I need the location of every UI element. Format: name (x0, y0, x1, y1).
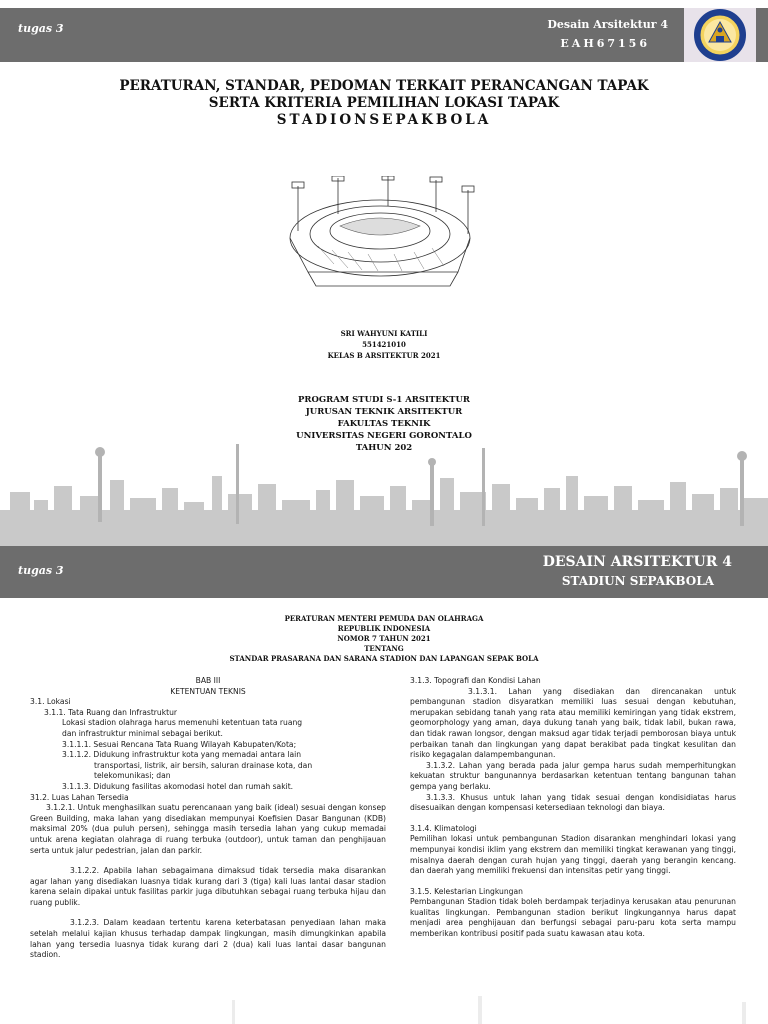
tugas-label: tugas 3 (18, 22, 64, 35)
paragraph-3-1-5: Pembangunan Stadion tidak boleh berdampak terjadinya kerusakan atau penurunan kualitas lingkungan. Pembangunan stadion berikut lingkungannya harus dapat menjadi area penghijauan dan berfungsi sebagai paru-paru kota serta mampu memberikan kontribusi positif pada suatu kawasan atau kota. (410, 897, 736, 939)
chapter-title: KETENTUAN TEKNIS (170, 686, 246, 696)
tugas-label-2: tugas 3 (18, 564, 64, 577)
paragraph-3-1-2-2: 3.1.2.2. Apabila lahan sebagaimana dimaksud tidak tersedia maka disarankan agar lahan yang disediakan luasnya tidak kurang dari 3 (tiga) kali luas lantai dasar stadion karena selain dipakai untuk fasilitas parkir juga dibutuhkan sebagai ruang terbuka hijau dan ruang publik. (30, 866, 386, 907)
program-line-4: UNIVERSITAS NEGERI GORONTALO (296, 431, 472, 441)
city-skyline-icon (0, 440, 768, 546)
regulation-title (0, 614, 768, 664)
paragraph-3-1-2-3: 3.1.2.3. Dalam keadaan tertentu karena keterbatasan penyediaan lahan maka setelah melalui kajian khusus terhadap dampak lingkungan, masih dimungkinkan apabila lahan yang tersedia luasnya tidak kurang dari 2 (dua) kali luas lantai dasar bangunan stadion. (30, 918, 386, 960)
title-line-1: PERATURAN, STANDAR, PEDOMAN TERKAIT PERANCANGAN TAPAK (119, 78, 649, 94)
title-line-3: STADIONSEPAKBOLA (276, 112, 492, 128)
title-line-2: SERTA KRITERIA PEMILIHAN LOKASI TAPAK (208, 95, 560, 111)
faint-skyline-icon (0, 996, 768, 1024)
section-3-1-1: 3.1.1. Tata Ruang dan Infrastruktur (44, 707, 178, 717)
paragraph-3-1-3-3: 3.1.3.3. Khusus untuk lahan yang tidak sesuai dengan kondisidiatas harus disesuaikan dengan kompensasi ketersediaan teknologi dan biaya. (410, 792, 736, 813)
section-3-1-5: 3.1.5. Kelestarian Lingkungan (410, 886, 523, 896)
chapter-label: BAB III (195, 676, 221, 685)
author-name: SRI WAHYUNI KATILI (340, 329, 428, 338)
regulation-line-5: STANDAR PRASARANA DAN SARANA STADION DAN LAPANGAN SEPAK BOLA (229, 654, 539, 663)
section-3-1-1-1: 3.1.1.1. Sesuai Rencana Tata Ruang Wilayah Kabupaten/Kota; (62, 739, 297, 749)
right-column (410, 676, 736, 940)
paragraph-3-1-4: Pemilihan lokasi untuk pembangunan Stadion disarankan menghindari lokasi yang mempunyai kondisi iklim yang ekstrem dan memiliki tingkat kerawanan yang tinggi, misalnya daerah dengan curah hujan yang tinggi, daerah yang berangin kencang. dan daerah yang memiliki frekuensi dan intensitas petir yang tinggi. (410, 834, 736, 876)
section-3-1-1-3: 3.1.1.3. Didukung fasilitas akomodasi hotel dan rumah sakit. (62, 781, 294, 791)
paragraph-3-1-2-1: 3.1.2.1. Untuk menghasilkan suatu perencanaan yang baik (ideal) sesuai dengan konsep Green Building, maka lahan yang disediakan mempunyai Koefisien Dasar Bangunan (KDB) maksimal 20% (dua puluh persen), sehingga masih tersedia lahan yang cukup memadai untuk arena kegiatan olahraga di ruang terbuka (outdoor), untuk taman dan penghijauan serta untuk jalur pedestrian, jalan dan parkir. (30, 803, 386, 855)
regulation-line-4: TENTANG (364, 644, 404, 653)
section-header-band (0, 546, 768, 598)
university-seal-icon (689, 8, 751, 62)
course-name: Desain Arsitektur 4 (547, 18, 668, 31)
regulation-line-2: REPUBLIK INDONESIA (337, 624, 431, 633)
program-line-1: PROGRAM STUDI S-1 ARSITEKTUR (298, 395, 470, 405)
section-3-1: 3.1. Lokasi (30, 697, 71, 707)
course-code: EAH67156 (560, 37, 650, 50)
section-3-1-3: 3.1.3. Topografi dan Kondisi Lahan (410, 676, 541, 685)
author-block (0, 328, 768, 361)
author-id: 551421010 (362, 340, 406, 349)
university-logo (684, 8, 756, 62)
paragraph-3-1-3-2: 3.1.3.2. Lahan yang berada pada jalur gempa harus sudah memperhitungkan kekuatan struktur bangunannya berdasarkan ketentuan tentang bangunan tahan gempa yang berlaku. (410, 760, 736, 791)
regulation-line-1: PERATURAN MENTERI PEMUDA DAN OLAHRAGA (284, 614, 484, 623)
program-line-3: FAKULTAS TEKNIK (337, 419, 431, 429)
program-line-2: JURUSAN TEKNIK ARSITEKTUR (305, 407, 463, 417)
section-3-1-1-text-2: dan infrastruktur minimal sebagai berikut. (62, 728, 223, 738)
header-band (0, 8, 768, 62)
section-3-1-1-2-b: transportasi, listrik, air bersih, saluran drainase kota, dan (94, 760, 313, 770)
author-class: KELAS B ARSITEKTUR 2021 (327, 351, 441, 360)
course-subtitle: STADIUN SEPAKBOLA (561, 574, 714, 588)
stadium-sketch-icon (268, 176, 498, 296)
section-3-1-2: 31.2. Luas Lahan Tersedia (30, 792, 129, 802)
course-name-2: DESAIN ARSITEKTUR 4 (542, 554, 732, 570)
section-3-1-4: 3.1.4. Klimatologi (410, 823, 477, 833)
paragraph-3-1-3-1: 3.1.3.1. Lahan yang disediakan dan direncanakan untuk pembangunan stadion disyaratkan memiliki luas sesuai dengan kebutuhan, merupakan sebidang tanah yang rata atau memiliki kemiringan yang tidak ekstrem, geomorphology yang aman, daya dukung tanah yang baik, tidak labil, bukan rawa, dan tidak rawan longsor, dengan maksud agar tidak terjadi pemborosan biaya untuk perbaikan tanah dan lingkungan yang dapat berakibat pada tingkat kesulitan dan risiko kegagalan dalampembangunan. (410, 686, 736, 760)
cover-title (0, 78, 768, 129)
regulation-line-3: NOMOR 7 TAHUN 2021 (337, 634, 431, 643)
section-3-1-1-2-a: 3.1.1.2. Didukung infrastruktur kota yang memadai antara lain (62, 750, 302, 760)
section-3-1-1-text-1: Lokasi stadion olahraga harus memenuhi ketentuan tata ruang (62, 718, 303, 728)
section-3-1-1-2-c: telekomunikasi; dan (94, 771, 171, 781)
program-line-5: TAHUN 202 (355, 443, 413, 453)
left-column (30, 676, 386, 961)
